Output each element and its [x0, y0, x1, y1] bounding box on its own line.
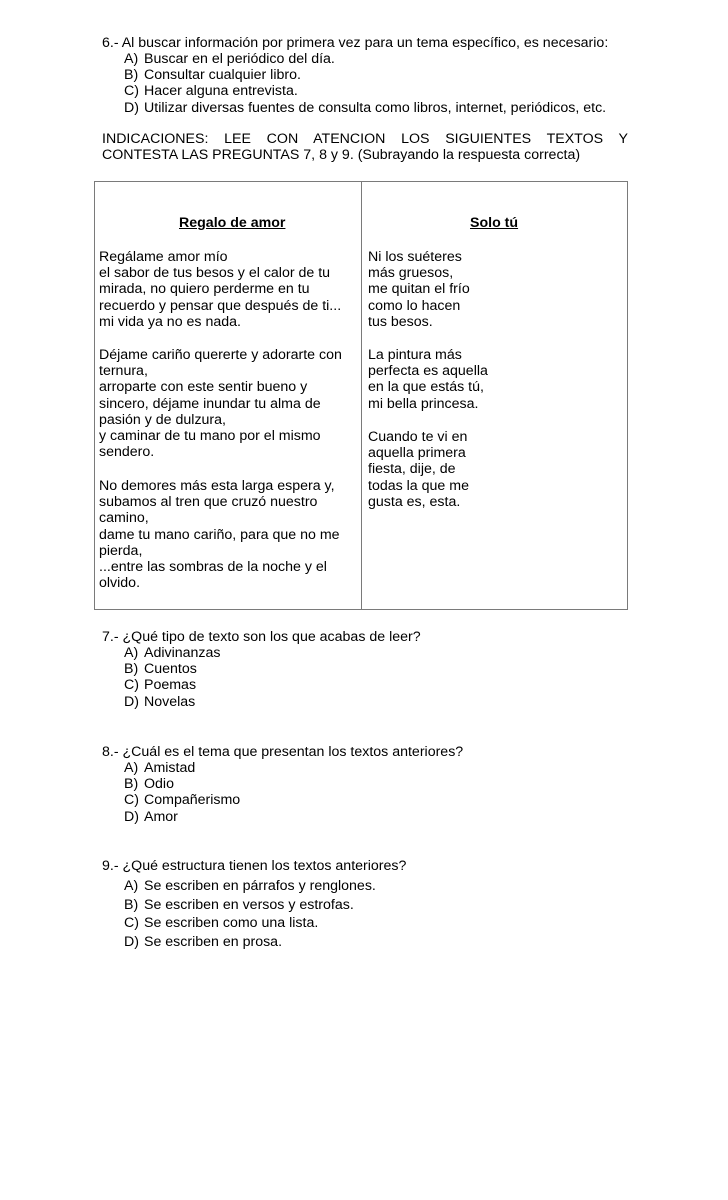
option-text: Cuentos [144, 661, 197, 678]
option-letter: A) [124, 760, 139, 776]
verse-line: gusta es, esta. [368, 493, 461, 510]
verse-line: más gruesos, [368, 265, 454, 282]
verse-line: olvido. [99, 575, 141, 592]
option-text: Se escriben en párrafos y renglones. [144, 878, 376, 894]
verse-line: tus besos. [368, 313, 433, 330]
verse-line: mi vida ya no es nada. [99, 313, 241, 330]
option-letter: B) [124, 67, 139, 84]
question-6-title: 6.- Al buscar información por primera vez para un tema específico, es necesario: [102, 35, 609, 51]
option-letter: B) [124, 776, 139, 793]
verse-line: arroparte con este sentir bueno y [99, 379, 308, 396]
option-text: Se escriben como una lista. [144, 915, 319, 932]
option-text: Poemas [144, 677, 197, 694]
verse-line: me quitan el frío [368, 281, 470, 298]
question-9-options [124, 877, 376, 952]
question-7-option-c[interactable] [124, 677, 221, 693]
poem-right-stanza-3 [368, 429, 469, 510]
option-letter: A) [124, 51, 139, 67]
poem-left-title: Regalo de amor [179, 215, 286, 231]
verse-line: Regálame amor mío [99, 249, 228, 265]
option-text: Hacer alguna entrevista. [144, 83, 298, 100]
poems-table [94, 181, 628, 610]
verse-line: y caminar de tu mano por el mismo [99, 428, 321, 445]
instructions [102, 131, 628, 163]
option-text: Utilizar diversas fuentes de consulta como libros, internet, periódicos, etc. [144, 99, 607, 116]
verse-line: subamos al tren que cruzó nuestro [99, 494, 318, 511]
question-8-option-b[interactable] [124, 776, 240, 792]
question-9-option-a[interactable] [124, 877, 376, 896]
question-8-title: 8.- ¿Cuál es el tema que presentan los textos anteriores? [102, 744, 464, 760]
verse-line: camino, [99, 510, 149, 527]
question-9-option-b[interactable] [124, 896, 376, 915]
question-9-option-c[interactable] [124, 914, 376, 933]
question-9-option-d[interactable] [124, 933, 376, 952]
question-7-options [124, 645, 221, 710]
option-text: Novelas [144, 693, 196, 710]
option-text: Compañerismo [144, 792, 241, 809]
option-text: Amistad [144, 760, 196, 776]
verse-line: La pintura más [368, 347, 462, 363]
instructions-line-2: CONTESTA LAS PREGUNTAS 7, 8 y 9. (Subrayando la respuesta correcta) [102, 147, 581, 164]
option-text: Se escriben en prosa. [144, 934, 283, 951]
verse-line: No demores más esta larga espera y, [99, 478, 335, 494]
poem-left-stanza-2 [99, 347, 342, 460]
verse-line: Cuando te vi en [368, 429, 468, 445]
option-text: Odio [144, 776, 174, 793]
question-6-options [124, 51, 606, 116]
question-6-option-a[interactable] [124, 51, 606, 67]
question-7-option-d[interactable] [124, 694, 221, 710]
verse-line: Ni los suéteres [368, 249, 462, 265]
verse-line: fiesta, dije, de [368, 461, 456, 478]
option-letter: C) [124, 915, 139, 932]
question-7-option-a[interactable] [124, 645, 221, 661]
verse-line: todas la que me [368, 477, 469, 494]
poem-left-stanza-1 [99, 249, 341, 330]
option-letter: D) [124, 934, 139, 951]
verse-line: mi bella princesa. [368, 395, 479, 412]
option-text: Consultar cualquier libro. [144, 67, 301, 84]
verse-line: el sabor de tus besos y el calor de tu [99, 265, 331, 282]
verse-line: aquella primera [368, 445, 466, 462]
verse-line: como lo hacen [368, 297, 461, 314]
verse-line: sincero, déjame inundar tu alma de [99, 395, 321, 412]
option-letter: B) [124, 661, 139, 678]
poem-left-stanza-3 [99, 478, 340, 591]
option-letter: D) [124, 99, 139, 116]
verse-line: dame tu mano cariño, para que no me [99, 526, 340, 543]
option-text: Buscar en el periódico del día. [144, 51, 335, 67]
option-letter: C) [124, 792, 139, 809]
option-letter: A) [124, 645, 139, 661]
verse-line: ...entre las sombras de la noche y el [99, 559, 327, 576]
poem-right-title: Solo tú [470, 215, 519, 231]
verse-line: en la que estás tú, [368, 379, 484, 396]
verse-line: Déjame cariño quererte y adorarte con [99, 347, 342, 363]
verse-line: sendero. [99, 444, 155, 461]
question-7-option-b[interactable] [124, 661, 221, 677]
option-letter: D) [124, 808, 139, 825]
question-9-title: 9.- ¿Qué estructura tienen los textos anteriores? [102, 858, 407, 874]
question-6-option-d[interactable] [124, 100, 606, 116]
column-divider [361, 182, 362, 609]
verse-line: perfecta es aquella [368, 363, 488, 380]
option-letter: C) [124, 83, 139, 100]
option-text: Se escriben en versos y estrofas. [144, 896, 354, 913]
verse-line: mirada, no quiero perderme en tu [99, 281, 310, 298]
option-letter: B) [124, 896, 139, 913]
verse-line: recuerdo y pensar que después de ti... [99, 297, 342, 314]
verse-line: pierda, [99, 542, 143, 559]
poem-right-stanza-2 [368, 347, 488, 412]
question-8-options [124, 760, 240, 825]
option-letter: A) [124, 878, 139, 894]
question-6-option-c[interactable] [124, 83, 606, 99]
question-8-option-a[interactable] [124, 760, 240, 776]
question-8-option-c[interactable] [124, 792, 240, 808]
option-letter: D) [124, 693, 139, 710]
option-text: Amor [144, 808, 178, 825]
question-7-title: 7.- ¿Qué tipo de texto son los que acabas de leer? [102, 629, 421, 645]
option-letter: C) [124, 677, 139, 694]
verse-line: pasión y de dulzura, [99, 411, 226, 428]
question-6-option-b[interactable] [124, 67, 606, 83]
instructions-line-1: INDICACIONES: LEE CON ATENCION LOS SIGUIENTES TEXTOS Y [102, 131, 628, 147]
poem-right-stanza-1 [368, 249, 470, 330]
verse-line: ternura, [99, 363, 148, 380]
option-text: Adivinanzas [144, 645, 221, 661]
question-8-option-d[interactable] [124, 809, 240, 825]
